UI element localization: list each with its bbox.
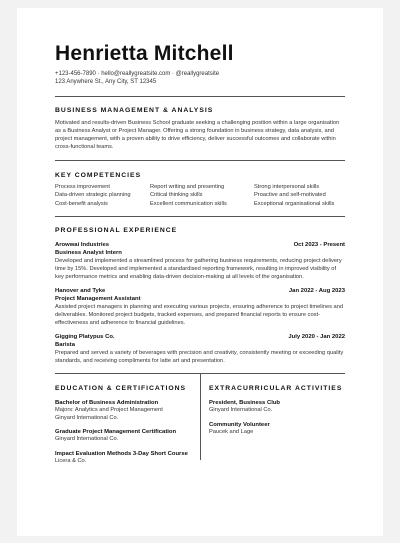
section-title: BUSINESS MANAGEMENT & ANALYSIS xyxy=(55,107,214,114)
extracurricular-section xyxy=(201,374,345,465)
education-entry xyxy=(55,399,200,422)
education-entry xyxy=(55,428,200,444)
job-description: Assisted project managers in planning and executing various projects, ensuring adherence to project timelines and deliverables. Monitored project budgets, tracked expenses, and prepared financial reports to ensure cost-effectiveness and adherence to financial guidelines. xyxy=(55,303,344,327)
skill-item: Exceptional organisational skills xyxy=(254,200,335,207)
contact-line: +123-456-7890 · hello@reallygreatsite.com · @reallygreatsite xyxy=(55,71,220,77)
job-header xyxy=(55,287,345,295)
job-role: Barista xyxy=(55,342,75,349)
skill-item: Excellent communication skills xyxy=(150,200,227,207)
bottom-columns xyxy=(55,374,345,465)
section-title: EDUCATION & CERTIFICATIONS xyxy=(55,385,187,393)
entry-line: Ginyard International Co. xyxy=(55,414,119,421)
job-entry xyxy=(55,287,345,327)
job-dates: Oct 2023 - Present xyxy=(293,241,345,248)
resume-page xyxy=(17,8,383,536)
job-entry xyxy=(55,241,345,281)
entry-title: President, Business Club xyxy=(209,400,281,407)
skill-item: Proactive and self-motivated xyxy=(254,192,326,199)
summary-text: Motivated and results-driven Business School graduate seeking a challenging position within a large organisation as a Business Analyst or Project Manager. Offering a strong foundation in business strategy, data analysis, and project management, with a proven ability to drive efficiency, deliver successful outcomes and collaborate within cross-functional teams. xyxy=(55,120,340,151)
company-name: Arowwai Industries xyxy=(55,241,110,248)
skills-grid xyxy=(55,183,345,207)
section-title: EXTRACURRICULAR ACTIVITIES xyxy=(209,385,343,393)
contact-info xyxy=(55,70,345,86)
education-entry xyxy=(55,450,200,466)
skills-section xyxy=(55,172,345,207)
company-name: Hanover and Tyke xyxy=(55,287,106,294)
job-description: Prepared and served a variety of beverages with precision and creativity, consistently meeting or exceeding quality standards, and receiving compliments for latte art and presentation. xyxy=(55,350,344,365)
summary-section xyxy=(55,107,345,151)
entry-line: Licera & Co. xyxy=(55,457,87,464)
entry-title: Bachelor of Business Administration xyxy=(55,400,159,407)
candidate-name: Henrietta Mitchell xyxy=(55,42,234,65)
section-title: PROFESSIONAL EXPERIENCE xyxy=(55,226,178,234)
skill-item: Process improvement xyxy=(55,184,110,191)
activity-entry xyxy=(209,421,345,437)
skill-item: Report writing and presenting xyxy=(150,184,225,191)
skills-column xyxy=(150,183,254,207)
skills-column xyxy=(254,183,334,207)
job-role: Project Management Assistant xyxy=(55,295,141,302)
job-role: Business Analyst Intern xyxy=(55,249,122,256)
education-section xyxy=(55,374,200,465)
address-line: 123 Anywhere St., Any City, ST 12345 xyxy=(55,79,157,85)
skills-column xyxy=(55,183,150,207)
divider xyxy=(55,216,345,217)
entry-line: Ginyard International Co. xyxy=(55,436,119,443)
entry-title: Graduate Project Management Certification xyxy=(55,429,177,436)
section-title: KEY COMPETENCIES xyxy=(55,172,142,180)
job-description: Developed and implemented a streamlined process for gathering business requirements, reducing project delivery time by 15%. Developed and implemented a standardised reporting framework, resulting in improved visibility of key performance metrics and enabling data-driven decision-making at all levels of the organisation. xyxy=(55,257,342,280)
divider xyxy=(55,160,345,161)
activity-entry xyxy=(209,399,345,415)
company-name: Gigging Platypus Co. xyxy=(55,334,115,341)
entry-line: Ginyard International Co. xyxy=(209,407,273,414)
divider xyxy=(55,96,345,97)
entry-line: Majors: Analytics and Project Management xyxy=(55,407,163,414)
job-header xyxy=(55,241,345,249)
entry-title: Impact Evaluation Methods 3-Day Short Course xyxy=(55,450,188,457)
entry-title: Community Volunteer xyxy=(209,421,270,428)
skill-item: Critical thinking skills xyxy=(150,192,203,199)
entry-line: Paucek and Lage xyxy=(209,428,254,435)
job-header xyxy=(55,333,345,341)
experience-section xyxy=(55,227,345,366)
job-dates: Jan 2022 - Aug 2023 xyxy=(288,287,345,294)
job-entry xyxy=(55,333,345,365)
skill-item: Strong interpersonal skills xyxy=(254,184,320,191)
skill-item: Data-driven strategic planning xyxy=(55,192,131,199)
skill-item: Cost-benefit analysis xyxy=(55,200,108,207)
job-dates: July 2020 - Jan 2022 xyxy=(288,334,345,341)
